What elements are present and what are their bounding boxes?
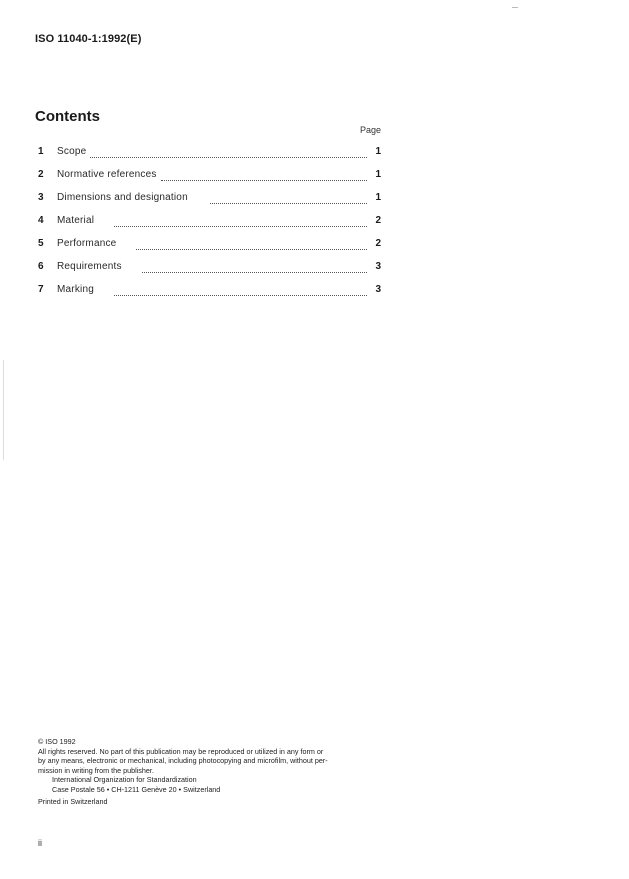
scan-artifact xyxy=(3,360,4,460)
leader-dots xyxy=(136,249,367,250)
copyright-notice: © ISO 1992 xyxy=(38,737,76,746)
toc-entry-performance[interactable] xyxy=(38,238,381,261)
toc-entry-page: 1 xyxy=(375,146,381,157)
toc-entry-number: 6 xyxy=(38,261,44,272)
toc-entry-number: 2 xyxy=(38,169,44,180)
contents-heading: Contents xyxy=(35,108,100,125)
organization-name: International Organization for Standardization xyxy=(52,775,197,785)
table-of-contents xyxy=(38,146,381,307)
rights-text-line: mission in writing from the publisher. xyxy=(38,765,154,775)
page-column-label: Page xyxy=(359,125,381,135)
toc-entry-normative-references[interactable] xyxy=(38,169,381,192)
toc-entry-page: 2 xyxy=(375,215,381,226)
toc-entry-page: 3 xyxy=(375,261,381,272)
toc-entry-title: Performance xyxy=(57,238,117,249)
leader-dots xyxy=(210,203,367,204)
toc-entry-page: 2 xyxy=(375,238,381,249)
toc-entry-title: Scope xyxy=(57,146,87,157)
leader-dots xyxy=(114,226,367,227)
printed-in: Printed in Switzerland xyxy=(38,796,108,806)
organization-address: Case Postale 56 • CH-1211 Genève 20 • Switzerland xyxy=(52,784,221,794)
copyright-block xyxy=(38,737,388,806)
toc-entry-page: 1 xyxy=(375,169,381,180)
toc-entry-requirements[interactable] xyxy=(38,261,381,284)
toc-entry-title: Marking xyxy=(57,284,94,295)
document-id-header: ISO 11040-1:1992(E) xyxy=(35,33,142,45)
page-number: ii xyxy=(38,838,42,848)
toc-entry-title: Material xyxy=(57,215,95,226)
scan-artifact xyxy=(512,7,518,8)
toc-entry-material[interactable] xyxy=(38,215,381,238)
leader-dots xyxy=(161,180,367,181)
toc-entry-dimensions-and-designation[interactable] xyxy=(38,192,381,215)
toc-entry-title: Normative references xyxy=(57,169,157,180)
toc-entry-number: 5 xyxy=(38,238,44,249)
toc-entry-scope[interactable] xyxy=(38,146,381,169)
rights-text-line: All rights reserved. No part of this publication may be reproduced or utilized in any form or xyxy=(38,746,324,756)
toc-entry-title: Dimensions and designation xyxy=(57,192,188,203)
toc-entry-marking[interactable] xyxy=(38,284,381,307)
toc-entry-title: Requirements xyxy=(57,261,122,272)
leader-dots xyxy=(90,157,367,158)
toc-entry-page: 1 xyxy=(375,192,381,203)
toc-entry-number: 4 xyxy=(38,215,44,226)
toc-entry-page: 3 xyxy=(375,284,381,295)
toc-entry-number: 3 xyxy=(38,192,44,203)
leader-dots xyxy=(114,295,367,296)
toc-entry-number: 7 xyxy=(38,284,44,295)
leader-dots xyxy=(142,272,367,273)
rights-text-line: by any means, electronic or mechanical, including photocopying and microfilm, without per- xyxy=(38,756,328,766)
toc-entry-number: 1 xyxy=(38,146,44,157)
